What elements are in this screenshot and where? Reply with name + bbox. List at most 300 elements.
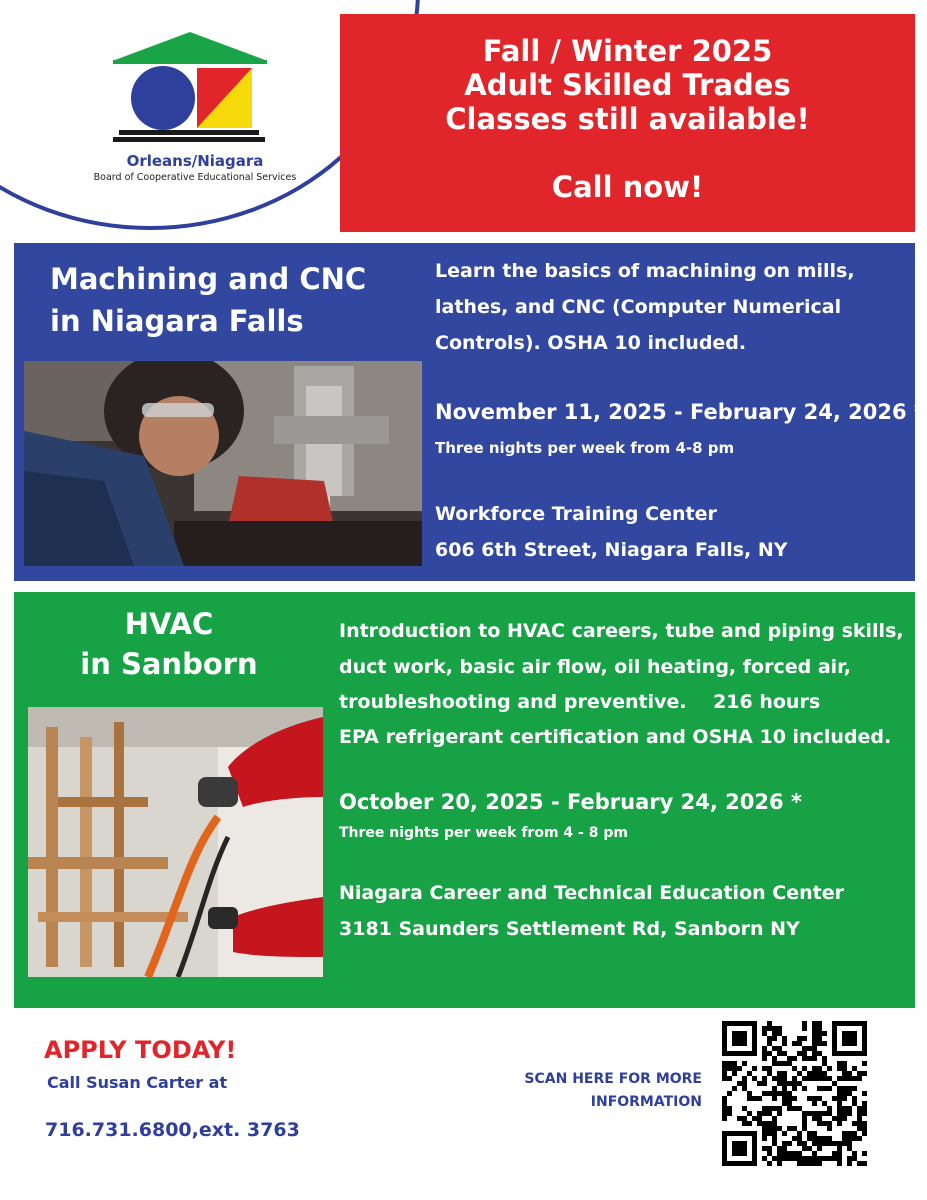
- qr-module: [792, 1086, 797, 1091]
- qr-module: [847, 1091, 852, 1096]
- qr-module: [822, 1041, 827, 1046]
- machining-dates: November 11, 2025 - February 24, 2026 *: [435, 400, 925, 424]
- machining-schedule: Three nights per week from 4-8 pm: [435, 439, 735, 457]
- qr-module: [722, 1096, 727, 1101]
- hvac-location-line-2: 3181 Saunders Settlement Rd, Sanborn NY: [339, 918, 800, 940]
- qr-module: [777, 1156, 782, 1161]
- qr-module: [817, 1161, 822, 1166]
- logo-name: Orleans/Niagara: [126, 152, 264, 170]
- qr-module: [797, 1136, 802, 1141]
- qr-module: [827, 1121, 832, 1126]
- qr-module: [807, 1076, 812, 1081]
- qr-module: [787, 1106, 792, 1111]
- qr-module: [767, 1026, 772, 1031]
- qr-module: [777, 1106, 782, 1111]
- qr-module: [857, 1111, 862, 1116]
- qr-module: [777, 1071, 782, 1076]
- qr-module: [817, 1141, 822, 1146]
- qr-module: [742, 1116, 747, 1121]
- qr-code[interactable]: [722, 1021, 867, 1166]
- qr-module: [817, 1096, 822, 1101]
- qr-module: [732, 1066, 737, 1071]
- qr-module: [852, 1156, 857, 1161]
- qr-module: [822, 1101, 827, 1106]
- qr-module: [802, 1126, 807, 1131]
- qr-module: [777, 1061, 782, 1066]
- qr-module: [827, 1086, 832, 1091]
- qr-module: [837, 1076, 842, 1081]
- hvac-schedule: Three nights per week from 4 - 8 pm: [339, 825, 628, 841]
- qr-module: [767, 1041, 772, 1046]
- qr-module: [762, 1121, 767, 1126]
- qr-module: [797, 1151, 802, 1156]
- qr-module: [792, 1041, 797, 1046]
- qr-module: [752, 1096, 757, 1101]
- qr-module: [727, 1061, 732, 1066]
- qr-module: [847, 1106, 852, 1111]
- qr-module: [832, 1116, 837, 1121]
- qr-module: [812, 1116, 817, 1121]
- qr-module: [837, 1121, 842, 1126]
- qr-module: [782, 1141, 787, 1146]
- apply-phone-number[interactable]: 716.731.6800,ext. 3763: [45, 1119, 300, 1141]
- qr-module: [732, 1071, 737, 1076]
- qr-module: [797, 1051, 802, 1056]
- qr-module: [802, 1021, 807, 1026]
- qr-module: [842, 1141, 847, 1146]
- qr-module: [807, 1136, 812, 1141]
- qr-module: [767, 1121, 772, 1126]
- machining-desc-line-2: lathes, and CNC (Computer Numerical: [435, 296, 842, 318]
- qr-module: [782, 1061, 787, 1066]
- qr-module: [792, 1081, 797, 1086]
- qr-module: [822, 1031, 827, 1036]
- qr-module: [862, 1071, 867, 1076]
- qr-module: [817, 1021, 822, 1026]
- qr-module: [847, 1161, 852, 1166]
- qr-module: [797, 1041, 802, 1046]
- hvac-desc-line-1: Introduction to HVAC careers, tube and piping skills,: [339, 620, 904, 642]
- qr-module: [727, 1076, 732, 1081]
- qr-module: [762, 1131, 767, 1136]
- qr-module: [827, 1106, 832, 1111]
- qr-module: [772, 1116, 777, 1121]
- qr-module: [842, 1066, 847, 1071]
- qr-module: [727, 1066, 732, 1071]
- qr-module: [797, 1131, 802, 1136]
- qr-module: [837, 1141, 842, 1146]
- qr-module: [837, 1146, 842, 1151]
- qr-module: [852, 1131, 857, 1136]
- boces-logo: [105, 30, 275, 145]
- qr-module: [847, 1146, 852, 1151]
- qr-module: [847, 1086, 852, 1091]
- qr-module: [857, 1126, 862, 1131]
- qr-module: [847, 1136, 852, 1141]
- qr-module: [802, 1146, 807, 1151]
- qr-module: [787, 1101, 792, 1106]
- qr-module: [812, 1046, 817, 1051]
- qr-module: [842, 1071, 847, 1076]
- qr-module: [832, 1081, 837, 1086]
- qr-module: [742, 1121, 747, 1126]
- qr-module: [847, 1071, 852, 1076]
- qr-module: [742, 1081, 747, 1086]
- machining-desc-line-3: Controls). OSHA 10 included.: [435, 332, 747, 354]
- qr-module: [752, 1066, 757, 1071]
- qr-module: [802, 1066, 807, 1071]
- qr-module: [782, 1086, 787, 1091]
- qr-module: [857, 1076, 862, 1081]
- qr-module: [767, 1071, 772, 1076]
- qr-module: [797, 1156, 802, 1161]
- qr-module: [802, 1141, 807, 1146]
- qr-module: [722, 1101, 727, 1106]
- qr-module: [812, 1031, 817, 1036]
- apply-today-heading: APPLY TODAY!: [44, 1036, 237, 1064]
- qr-module: [782, 1071, 787, 1076]
- qr-module: [852, 1121, 857, 1126]
- qr-module: [752, 1076, 757, 1081]
- qr-module: [862, 1151, 867, 1156]
- qr-module: [737, 1081, 742, 1086]
- qr-module: [842, 1116, 847, 1121]
- qr-module: [797, 1106, 802, 1111]
- qr-module: [762, 1031, 767, 1036]
- qr-module: [857, 1136, 862, 1141]
- qr-module: [817, 1146, 822, 1151]
- qr-module: [802, 1086, 807, 1091]
- qr-module: [792, 1106, 797, 1111]
- qr-module: [777, 1126, 782, 1131]
- qr-module: [827, 1136, 832, 1141]
- machining-title-line-1: Machining and CNC: [50, 262, 367, 296]
- qr-module: [852, 1096, 857, 1101]
- qr-module: [762, 1106, 767, 1111]
- qr-module: [822, 1111, 827, 1116]
- hvac-dates: October 20, 2025 - February 24, 2026 *: [339, 790, 802, 814]
- qr-module: [777, 1111, 782, 1116]
- qr-module: [767, 1091, 772, 1096]
- qr-module: [852, 1101, 857, 1106]
- qr-module: [807, 1056, 812, 1061]
- qr-module: [792, 1076, 797, 1081]
- qr-module: [737, 1066, 742, 1071]
- qr-module: [802, 1051, 807, 1056]
- qr-module: [782, 1156, 787, 1161]
- qr-module: [762, 1026, 767, 1031]
- hvac-location-line-1: Niagara Career and Technical Education Center: [339, 882, 844, 904]
- qr-module: [822, 1141, 827, 1146]
- qr-module: [857, 1071, 862, 1076]
- qr-module: [767, 1126, 772, 1131]
- qr-module: [727, 1111, 732, 1116]
- qr-module: [762, 1051, 767, 1056]
- qr-module: [857, 1116, 862, 1121]
- qr-module: [822, 1061, 827, 1066]
- qr-module: [762, 1136, 767, 1141]
- scan-line-1: SCAN HERE FOR MORE: [524, 1071, 702, 1087]
- qr-module: [862, 1101, 867, 1106]
- qr-module: [837, 1106, 842, 1111]
- qr-module: [847, 1111, 852, 1116]
- qr-module: [862, 1131, 867, 1136]
- qr-module: [802, 1156, 807, 1161]
- qr-module: [722, 1076, 727, 1081]
- qr-module: [817, 1041, 822, 1046]
- qr-module: [757, 1081, 762, 1086]
- qr-module: [787, 1156, 792, 1161]
- qr-module: [807, 1071, 812, 1076]
- hvac-desc-line-3: troubleshooting and preventive. 216 hours: [339, 691, 821, 713]
- qr-module: [837, 1156, 842, 1161]
- qr-module: [827, 1156, 832, 1161]
- qr-module: [847, 1156, 852, 1161]
- qr-module: [772, 1046, 777, 1051]
- qr-module: [802, 1036, 807, 1041]
- qr-module: [767, 1051, 772, 1056]
- qr-module: [817, 1031, 822, 1036]
- qr-module: [812, 1161, 817, 1166]
- qr-module: [812, 1021, 817, 1026]
- qr-module: [862, 1061, 867, 1066]
- qr-module: [807, 1131, 812, 1136]
- qr-module: [812, 1026, 817, 1031]
- qr-module: [782, 1131, 787, 1136]
- qr-module: [787, 1096, 792, 1101]
- qr-module: [767, 1111, 772, 1116]
- qr-module: [772, 1036, 777, 1041]
- qr-module: [822, 1121, 827, 1126]
- qr-module: [852, 1151, 857, 1156]
- qr-module: [817, 1076, 822, 1081]
- qr-module: [802, 1056, 807, 1061]
- logo-subtitle: Board of Cooperative Educational Services: [93, 172, 297, 183]
- qr-module: [732, 1031, 747, 1046]
- qr-module: [787, 1141, 792, 1146]
- qr-module: [812, 1151, 817, 1156]
- qr-module: [747, 1071, 752, 1076]
- hvac-desc-line-2: duct work, basic air flow, oil heating, forced air,: [339, 656, 851, 678]
- qr-module: [862, 1121, 867, 1126]
- qr-module: [767, 1161, 772, 1166]
- qr-module: [822, 1071, 827, 1076]
- scan-instructions: [470, 1068, 702, 1114]
- qr-module: [722, 1061, 727, 1066]
- qr-module: [722, 1116, 727, 1121]
- qr-module: [817, 1051, 822, 1056]
- qr-module: [852, 1066, 857, 1071]
- qr-module: [762, 1046, 767, 1051]
- machining-section: [14, 243, 925, 581]
- qr-module: [767, 1106, 772, 1111]
- qr-module: [842, 1091, 847, 1096]
- qr-module: [742, 1061, 747, 1066]
- qr-module: [812, 1131, 817, 1136]
- qr-module: [772, 1131, 777, 1136]
- header-call-now: Call now!: [551, 170, 704, 204]
- machining-location-line-2: 606 6th Street, Niagara Falls, NY: [435, 539, 788, 561]
- scan-line-2: INFORMATION: [590, 1094, 702, 1110]
- qr-module: [842, 1136, 847, 1141]
- qr-module: [837, 1091, 842, 1096]
- qr-module: [862, 1106, 867, 1111]
- qr-module: [777, 1081, 782, 1086]
- qr-module: [732, 1141, 747, 1156]
- qr-module: [842, 1131, 847, 1136]
- qr-module: [777, 1076, 782, 1081]
- qr-module: [827, 1141, 832, 1146]
- qr-module: [772, 1076, 777, 1081]
- qr-module: [832, 1096, 837, 1101]
- header-line-2: Adult Skilled Trades: [464, 68, 791, 102]
- header-line-3: Classes still available!: [445, 102, 810, 136]
- qr-module: [852, 1136, 857, 1141]
- qr-module: [817, 1121, 822, 1126]
- qr-module: [782, 1091, 787, 1096]
- machining-photo: [24, 361, 422, 566]
- qr-module: [857, 1121, 862, 1126]
- qr-module: [797, 1161, 802, 1166]
- qr-module: [817, 1036, 822, 1041]
- qr-module: [762, 1111, 767, 1116]
- qr-module: [802, 1116, 807, 1121]
- qr-module: [782, 1101, 787, 1106]
- qr-module: [772, 1031, 777, 1036]
- qr-module: [807, 1156, 812, 1161]
- qr-module: [767, 1021, 772, 1026]
- qr-module: [807, 1111, 812, 1116]
- qr-module: [817, 1111, 822, 1116]
- qr-module: [722, 1106, 727, 1111]
- header-line-1: Fall / Winter 2025: [482, 34, 773, 68]
- qr-module: [787, 1126, 792, 1131]
- qr-module: [762, 1146, 767, 1151]
- qr-module: [757, 1121, 762, 1126]
- qr-module: [832, 1151, 837, 1156]
- qr-module: [852, 1076, 857, 1081]
- qr-module: [757, 1111, 762, 1116]
- qr-module: [797, 1071, 802, 1076]
- qr-module: [772, 1126, 777, 1131]
- qr-module: [742, 1106, 747, 1111]
- qr-module: [817, 1116, 822, 1121]
- qr-module: [787, 1061, 792, 1066]
- qr-module: [772, 1121, 777, 1126]
- qr-module: [812, 1051, 817, 1056]
- qr-module: [797, 1036, 802, 1041]
- qr-module: [837, 1066, 842, 1071]
- qr-module: [812, 1071, 817, 1076]
- qr-module: [732, 1061, 737, 1066]
- qr-module: [787, 1091, 792, 1096]
- qr-module: [762, 1066, 767, 1071]
- qr-module: [837, 1111, 842, 1116]
- qr-module: [722, 1066, 727, 1071]
- qr-module: [812, 1056, 817, 1061]
- qr-module: [792, 1156, 797, 1161]
- qr-module: [827, 1076, 832, 1081]
- qr-module: [792, 1151, 797, 1156]
- qr-module: [812, 1156, 817, 1161]
- qr-module: [747, 1111, 752, 1116]
- qr-module: [807, 1096, 812, 1101]
- qr-module: [842, 1096, 847, 1101]
- qr-module: [832, 1141, 837, 1146]
- qr-module: [807, 1161, 812, 1166]
- qr-module: [762, 1091, 767, 1096]
- qr-module: [787, 1151, 792, 1156]
- qr-module: [847, 1131, 852, 1136]
- qr-module: [837, 1116, 842, 1121]
- qr-module: [782, 1076, 787, 1081]
- qr-module: [772, 1141, 777, 1146]
- qr-module: [812, 1101, 817, 1106]
- qr-module: [762, 1156, 767, 1161]
- qr-module: [802, 1121, 807, 1126]
- qr-module: [777, 1146, 782, 1151]
- qr-module: [817, 1156, 822, 1161]
- qr-module: [787, 1081, 792, 1086]
- qr-module: [767, 1131, 772, 1136]
- qr-module: [757, 1096, 762, 1101]
- qr-module: [742, 1076, 747, 1081]
- qr-module: [732, 1086, 737, 1091]
- qr-module: [792, 1056, 797, 1061]
- qr-module: [792, 1066, 797, 1071]
- qr-module: [762, 1081, 767, 1086]
- qr-module: [842, 1076, 847, 1081]
- qr-module: [812, 1041, 817, 1046]
- qr-module: [802, 1046, 807, 1051]
- qr-module: [842, 1111, 847, 1116]
- qr-module: [802, 1076, 807, 1081]
- hvac-title-line-1: HVAC: [124, 607, 214, 641]
- qr-module: [777, 1091, 782, 1096]
- qr-module: [807, 1046, 812, 1051]
- qr-module: [757, 1116, 762, 1121]
- qr-module: [837, 1086, 842, 1091]
- qr-module: [747, 1096, 752, 1101]
- qr-module: [772, 1106, 777, 1111]
- qr-module: [727, 1091, 732, 1096]
- qr-module: [862, 1091, 867, 1096]
- qr-module: [822, 1136, 827, 1141]
- qr-module: [727, 1106, 732, 1111]
- qr-module: [772, 1096, 777, 1101]
- qr-module: [822, 1156, 827, 1161]
- qr-module: [782, 1146, 787, 1151]
- qr-module: [817, 1026, 822, 1031]
- qr-module: [837, 1096, 842, 1101]
- qr-module: [837, 1151, 842, 1156]
- qr-module: [812, 1136, 817, 1141]
- qr-module: [817, 1086, 822, 1091]
- qr-module: [837, 1161, 842, 1166]
- hvac-desc-line-4: EPA refrigerant certification and OSHA 10 included.: [339, 726, 892, 748]
- qr-module: [787, 1056, 792, 1061]
- qr-module: [812, 1066, 817, 1071]
- qr-module: [772, 1061, 777, 1066]
- hvac-section: [14, 592, 915, 1008]
- qr-module: [857, 1106, 862, 1111]
- qr-module: [802, 1111, 807, 1116]
- qr-module: [792, 1126, 797, 1131]
- qr-module: [817, 1066, 822, 1071]
- qr-module: [782, 1036, 787, 1041]
- qr-module: [782, 1151, 787, 1156]
- qr-module: [722, 1071, 727, 1076]
